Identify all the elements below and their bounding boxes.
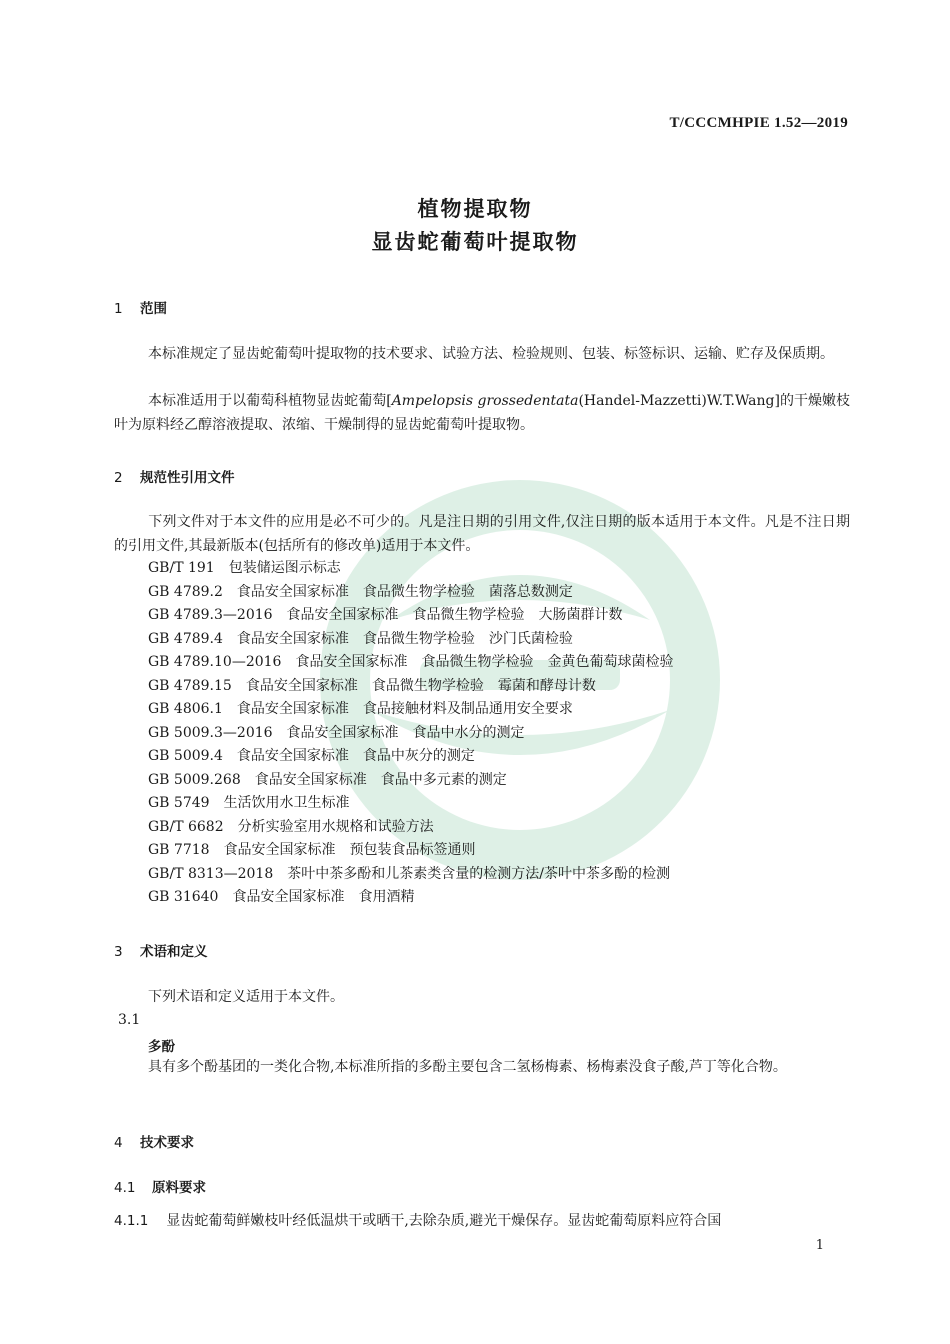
subsection-title: 原料要求 — [152, 1180, 206, 1196]
reference-item — [148, 604, 687, 628]
reference-code: GB 4789.2 — [148, 583, 223, 600]
reference-title-part: 生活饮用水卫生标准 — [223, 795, 350, 811]
scope-paragraph-2 — [114, 390, 850, 437]
term-definition — [114, 1056, 850, 1080]
reference-item — [148, 769, 687, 793]
reference-code: GB 4806.1 — [148, 701, 223, 717]
reference-code: GB/T 191 — [148, 560, 215, 576]
reference-title-part: 食品安全国家标准 — [236, 748, 349, 764]
subsection-heading-raw-material — [114, 1176, 206, 1196]
reference-title-part: 霉菌和酵母计数 — [497, 677, 596, 694]
scope-text-1: 本标准规定了显齿蛇葡萄叶提取物的技术要求、试验方法、检验规则、包装、标签标识、运输、贮存及保质期。 — [148, 346, 834, 362]
reference-title-part: 预包装食品标签通则 — [349, 842, 476, 858]
scope-paragraph-1 — [114, 343, 850, 367]
reference-title-part: 食品微生物学检验 — [362, 583, 475, 600]
reference-code: GB 5749 — [148, 795, 210, 811]
reference-code: GB 5009.3—2016 — [148, 724, 273, 741]
section-heading-terms — [114, 940, 208, 960]
reference-code: GB 5009.268 — [148, 771, 241, 788]
reference-item — [148, 839, 687, 863]
reference-title-part: 食品微生物学检验 — [371, 677, 484, 694]
document-title — [0, 193, 950, 259]
reference-item — [148, 651, 687, 675]
section-number: 1 — [114, 301, 123, 317]
reference-code: GB 31640 — [148, 889, 219, 905]
reference-title-part: 食品安全国家标准 — [232, 889, 345, 905]
section-heading-tech — [114, 1131, 194, 1151]
reference-title-part: 食品安全国家标准 — [236, 583, 349, 600]
section-title: 技术要求 — [140, 1135, 194, 1151]
page-number: 1 — [815, 1238, 824, 1253]
reference-title-part: 金黄色葡萄球菌检验 — [547, 654, 674, 670]
reference-title-part: 大肠菌群计数 — [538, 607, 623, 623]
reference-title-part: 食品安全国家标准 — [236, 630, 349, 647]
title-line-1: 植物提取物 — [417, 197, 533, 221]
reference-title-part: 食品安全国家标准 — [295, 654, 408, 670]
term-number: 3.1 — [118, 1012, 141, 1028]
reference-title-part: 食品安全国家标准 — [286, 607, 399, 623]
reference-title-part: 茶叶中茶多酚和儿茶素类含量的检测方法/茶叶中茶多酚的检测 — [287, 865, 670, 882]
clause-4-1-1 — [114, 1210, 850, 1234]
reference-item — [148, 863, 687, 887]
reference-title-part: 食品中水分的测定 — [412, 724, 525, 741]
reference-title-part: 食品安全国家标准 — [254, 771, 367, 788]
references-intro-text: 下列文件对于本文件的应用是必不可少的。凡是注日期的引用文件,仅注日期的版本适用于本文件。凡是不注日期的引用文件,其最新版本(包括所有的修改单)适用于本文件。 — [114, 514, 850, 554]
reference-code: GB 4789.4 — [148, 630, 223, 647]
term-definition-text: 具有多个酚基团的一类化合物,本标准所指的多酚主要包含二氢杨梅素、杨梅素没食子酸,芦丁等化合物。 — [148, 1059, 787, 1075]
section-number: 4 — [114, 1135, 123, 1151]
reference-item — [148, 745, 687, 769]
reference-title-part: 食品中多元素的测定 — [380, 771, 507, 788]
reference-title-part: 食品微生物学检验 — [362, 630, 475, 647]
clause-text: 显齿蛇葡萄鲜嫩枝叶经低温烘干或晒干,去除杂质,避光干燥保存。显齿蛇葡萄原料应符合国 — [166, 1213, 722, 1229]
scope-text-2b: (Handel-Mazzetti)W.T.Wang]的干燥嫩枝叶为原料经乙醇溶液提取、浓缩、干燥制得的显齿蛇葡萄叶提取物。 — [114, 393, 850, 433]
reference-title-part: 菌落总数测定 — [488, 583, 573, 600]
reference-item — [148, 816, 687, 840]
title-line-2: 显齿蛇葡萄叶提取物 — [371, 230, 579, 254]
reference-list — [148, 557, 687, 910]
reference-item — [148, 581, 687, 605]
section-title: 术语和定义 — [140, 944, 208, 960]
reference-code: GB 4789.10—2016 — [148, 654, 282, 670]
species-name: Ampelopsis grossedentata — [391, 393, 579, 409]
reference-item — [148, 886, 687, 910]
reference-item — [148, 792, 687, 816]
reference-code: GB 7718 — [148, 842, 210, 858]
reference-item — [148, 628, 687, 652]
reference-item — [148, 557, 687, 581]
section-title: 规范性引用文件 — [140, 470, 235, 486]
reference-title-part: 食品中灰分的测定 — [362, 748, 475, 764]
section-heading-references — [114, 466, 235, 486]
reference-title-part: 食品安全国家标准 — [236, 701, 349, 717]
scope-text-2a: 本标准适用于以葡萄科植物显齿蛇葡萄[ — [148, 393, 392, 409]
reference-title-part: 食品微生物学检验 — [412, 607, 525, 623]
reference-title-part: 食品安全国家标准 — [245, 677, 358, 694]
section-number: 3 — [114, 944, 123, 960]
reference-title-part: 食品接触材料及制品通用安全要求 — [362, 701, 573, 717]
standard-code: T/CCCMHPIE 1.52—2019 — [669, 115, 848, 131]
subsection-number: 4.1 — [114, 1180, 136, 1196]
terms-intro — [114, 986, 850, 1010]
reference-code: GB 4789.15 — [148, 677, 232, 694]
reference-code: GB 4789.3—2016 — [148, 607, 273, 623]
reference-title-part: 沙门氏菌检验 — [488, 630, 573, 647]
reference-title-part: 食用酒精 — [358, 889, 415, 905]
reference-title-part: 包装储运图示标志 — [228, 560, 341, 576]
reference-title-part: 食品微生物学检验 — [421, 654, 534, 670]
reference-item — [148, 698, 687, 722]
reference-code: GB/T 6682 — [148, 818, 224, 835]
term-name: 多酚 — [148, 1039, 175, 1055]
reference-title-part: 食品安全国家标准 — [286, 724, 399, 741]
terms-intro-text: 下列术语和定义适用于本文件。 — [148, 989, 344, 1005]
reference-title-part: 食品安全国家标准 — [223, 842, 336, 858]
section-number: 2 — [114, 470, 123, 486]
reference-item — [148, 722, 687, 746]
reference-title-part: 分析实验室用水规格和试验方法 — [237, 818, 434, 835]
references-intro — [114, 511, 850, 558]
reference-code: GB 5009.4 — [148, 748, 223, 764]
section-title: 范围 — [140, 301, 167, 317]
section-heading-scope — [114, 297, 167, 317]
reference-code: GB/T 8313—2018 — [148, 865, 274, 882]
reference-item — [148, 675, 687, 699]
clause-number: 4.1.1 — [114, 1213, 149, 1229]
